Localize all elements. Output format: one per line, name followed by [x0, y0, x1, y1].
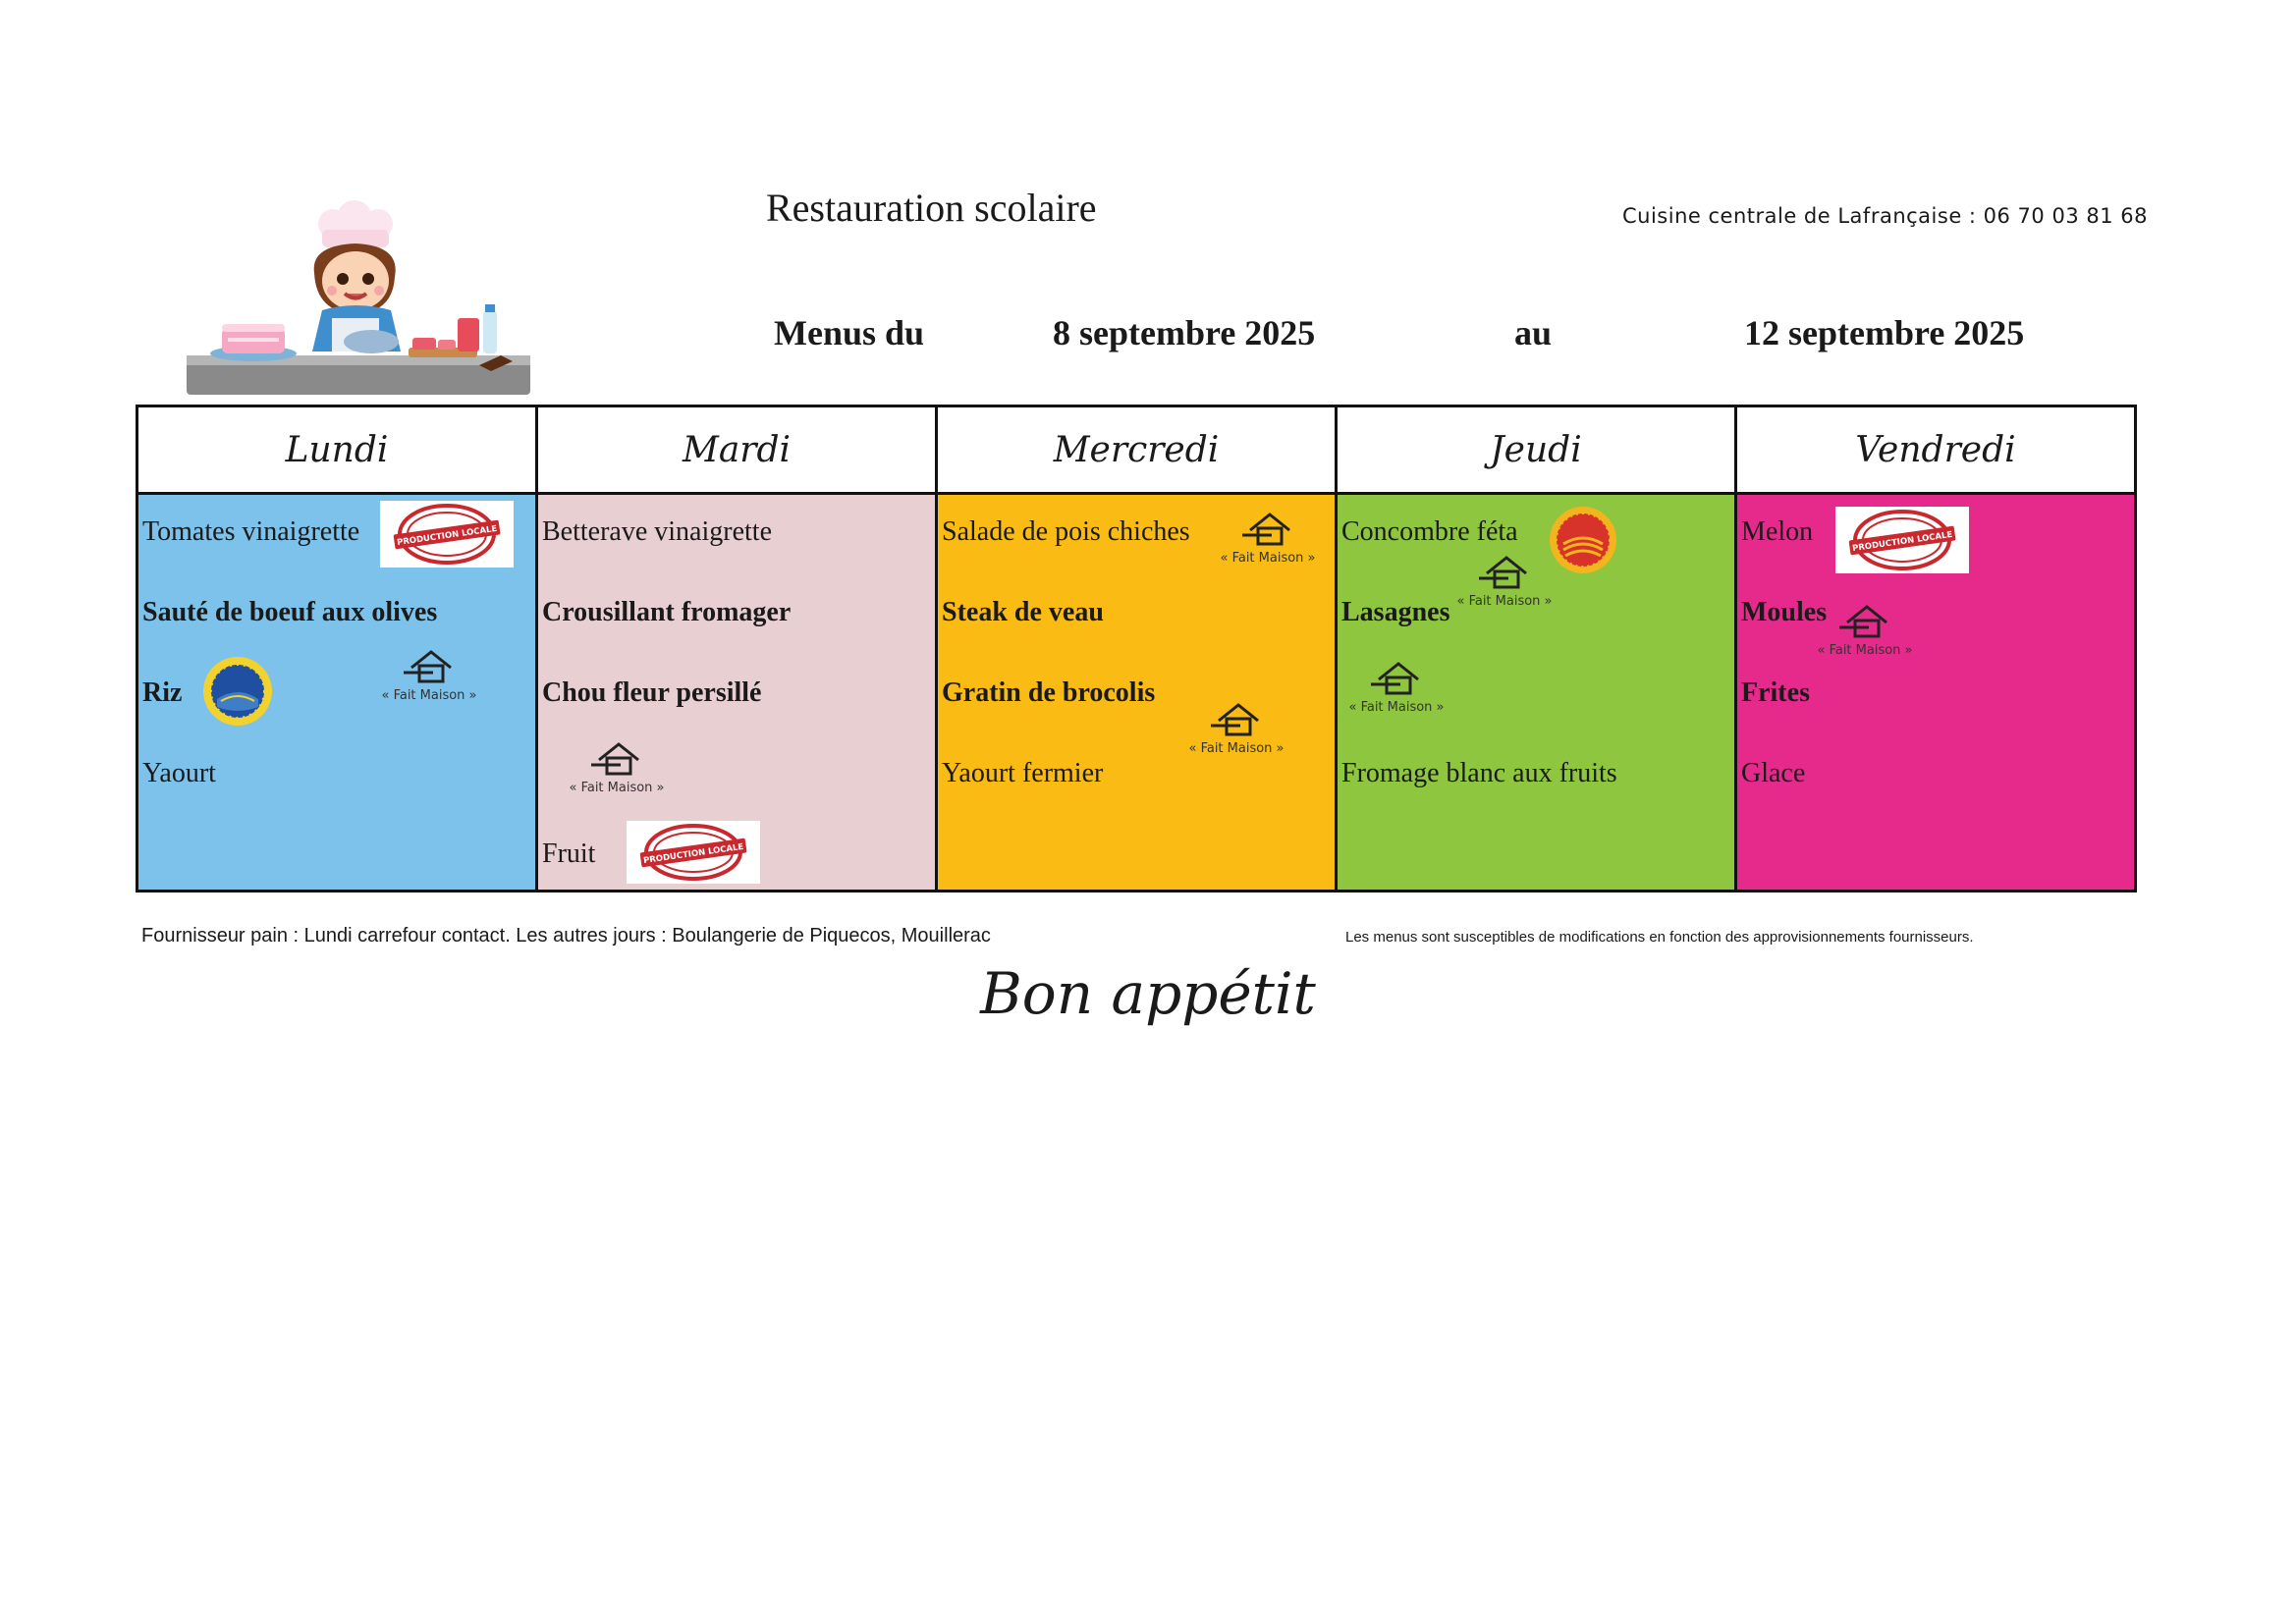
dish-item: Sauté de boeuf aux olives	[142, 597, 438, 627]
dish-item: Betterave vinaigrette	[542, 516, 772, 547]
dish-item: Frites	[1741, 677, 1810, 708]
fait-maison-house-icon: « Fait Maison »	[548, 734, 685, 795]
day-header-mercredi: Mercredi	[937, 406, 1337, 494]
day-header-jeudi: Jeudi	[1337, 406, 1736, 494]
menus-label: Menus du	[774, 313, 925, 352]
day-cell-mardi	[537, 494, 937, 892]
production-locale-stamp	[627, 821, 760, 884]
dish-item: Moules	[1741, 597, 1828, 627]
day-cell-mercredi	[937, 494, 1337, 892]
bread-supplier-note: Fournisseur pain : Lundi carrefour contact. Les autres jours : Boulangerie de Piquecos, Mouillerac	[141, 925, 991, 947]
fait-maison-house-icon: « Fait Maison »	[360, 642, 498, 703]
contact-info: Cuisine centrale de Lafrançaise : 06 70 03 81 68	[1622, 204, 2148, 228]
svg-text:PRODUCTION LOCALE: PRODUCTION LOCALE	[396, 523, 498, 549]
fait-maison-house-icon: « Fait Maison »	[1436, 548, 1573, 609]
day-cell-jeudi	[1337, 494, 1736, 892]
production-locale-stamp	[380, 501, 514, 568]
day-header-vendredi: Vendredi	[1736, 406, 2136, 494]
day-cell-lundi	[137, 494, 537, 892]
fait-maison-house-icon: « Fait Maison »	[1796, 597, 1934, 658]
dish-item: Tomates vinaigrette	[142, 516, 360, 547]
date-end: 12 septembre 2025	[1744, 313, 2025, 352]
fait-maison-house-icon: « Fait Maison »	[1199, 505, 1337, 566]
dish-item: Salade de pois chiches	[942, 516, 1190, 547]
dish-item: Fruit	[542, 839, 596, 869]
dish-item: Gratin de brocolis	[942, 677, 1156, 708]
dish-item: Glace	[1741, 758, 1806, 788]
dish-item: Yaourt	[142, 758, 216, 788]
day-header-lundi: Lundi	[137, 406, 537, 494]
fait-maison-house-icon: « Fait Maison »	[1328, 654, 1465, 715]
closing-message: Bon appétit	[980, 960, 1316, 1027]
au-label: au	[1514, 313, 1553, 352]
dish-item: Riz	[142, 677, 183, 708]
day-cell-vendredi	[1736, 494, 2136, 892]
dish-item: Chou fleur persillé	[542, 677, 762, 708]
day-header-mardi: Mardi	[537, 406, 937, 494]
dish-item: Fromage blanc aux fruits	[1341, 758, 1617, 788]
weekly-menu-table	[136, 405, 2137, 893]
dish-item: Steak de veau	[942, 597, 1104, 627]
chef-girl-illustration	[185, 194, 532, 401]
menu-disclaimer: Les menus sont susceptibles de modifications en fonction des approvisionnements fournisseurs.	[1345, 929, 1974, 946]
dish-item: Crousillant fromager	[542, 597, 792, 627]
dish-item: Yaourt fermier	[942, 758, 1104, 788]
svg-text:PRODUCTION LOCALE: PRODUCTION LOCALE	[1851, 529, 1953, 555]
dish-item: Concombre féta	[1341, 516, 1518, 547]
date-start: 8 septembre 2025	[1053, 313, 1316, 352]
fait-maison-house-icon: « Fait Maison »	[1168, 695, 1305, 756]
dish-item: Melon	[1741, 516, 1814, 547]
igp-seal-icon	[201, 652, 274, 735]
page-title: Restauration scolaire	[766, 186, 1097, 230]
dish-item: Lasagnes	[1341, 597, 1450, 627]
svg-text:PRODUCTION LOCALE: PRODUCTION LOCALE	[642, 841, 744, 867]
production-locale-stamp	[1835, 507, 1969, 573]
